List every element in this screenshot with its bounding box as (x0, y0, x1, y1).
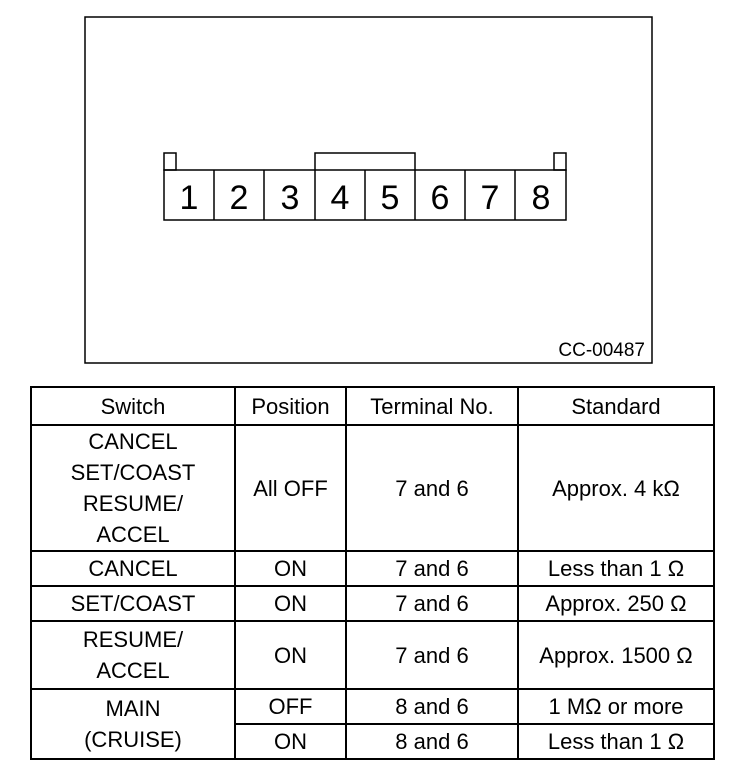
pin-number: 6 (430, 179, 450, 217)
pin-number: 8 (531, 179, 551, 217)
cell-standard: Approx. 4 kΩ (518, 425, 714, 551)
header-terminal: Terminal No. (346, 387, 518, 425)
table-header-row (31, 387, 714, 425)
pin-number: 5 (380, 179, 400, 217)
cell-position: All OFF (235, 425, 346, 551)
cell-standard: Approx. 1500 Ω (518, 621, 714, 689)
header-switch: Switch (31, 387, 235, 425)
pin-number: 4 (330, 179, 350, 217)
pin-number: 7 (480, 179, 500, 217)
cell-terminal: 8 and 6 (346, 724, 518, 759)
cell-switch: CANCEL (31, 551, 235, 586)
cell-position: ON (235, 586, 346, 621)
header-standard: Standard (518, 387, 714, 425)
table-row (31, 621, 714, 689)
table-row (31, 425, 714, 551)
cell-terminal: 8 and 6 (346, 689, 518, 724)
pin-number: 1 (179, 179, 199, 217)
cell-standard: Approx. 250 Ω (518, 586, 714, 621)
figure-code: CC-00487 (558, 340, 645, 361)
connector-body (164, 153, 566, 220)
cell-terminal: 7 and 6 (346, 425, 518, 551)
cell-position: OFF (235, 689, 346, 724)
cell-terminal: 7 and 6 (346, 621, 518, 689)
header-position: Position (235, 387, 346, 425)
connector-left-tab (164, 153, 176, 170)
table-row (31, 551, 714, 586)
cell-switch: MAIN (CRUISE) (31, 689, 235, 759)
table-row (31, 586, 714, 621)
cell-position: ON (235, 724, 346, 759)
connector-key (315, 153, 415, 170)
cell-standard: Less than 1 Ω (518, 551, 714, 586)
cell-switch: SET/COAST (31, 586, 235, 621)
switch-spec-table (30, 386, 715, 760)
cell-switch: CANCEL SET/COAST RESUME/ ACCEL (31, 425, 235, 551)
cell-position: ON (235, 551, 346, 586)
cell-standard: Less than 1 Ω (518, 724, 714, 759)
cell-switch: RESUME/ ACCEL (31, 621, 235, 689)
cell-terminal: 7 and 6 (346, 586, 518, 621)
cell-standard: 1 MΩ or more (518, 689, 714, 724)
diagram-frame (85, 17, 652, 363)
cell-terminal: 7 and 6 (346, 551, 518, 586)
connector-right-tab (554, 153, 566, 170)
pin-number: 2 (229, 179, 249, 217)
cell-position: ON (235, 621, 346, 689)
table-row (31, 689, 714, 724)
pin-number: 3 (280, 179, 300, 217)
connector-diagram (0, 0, 752, 380)
